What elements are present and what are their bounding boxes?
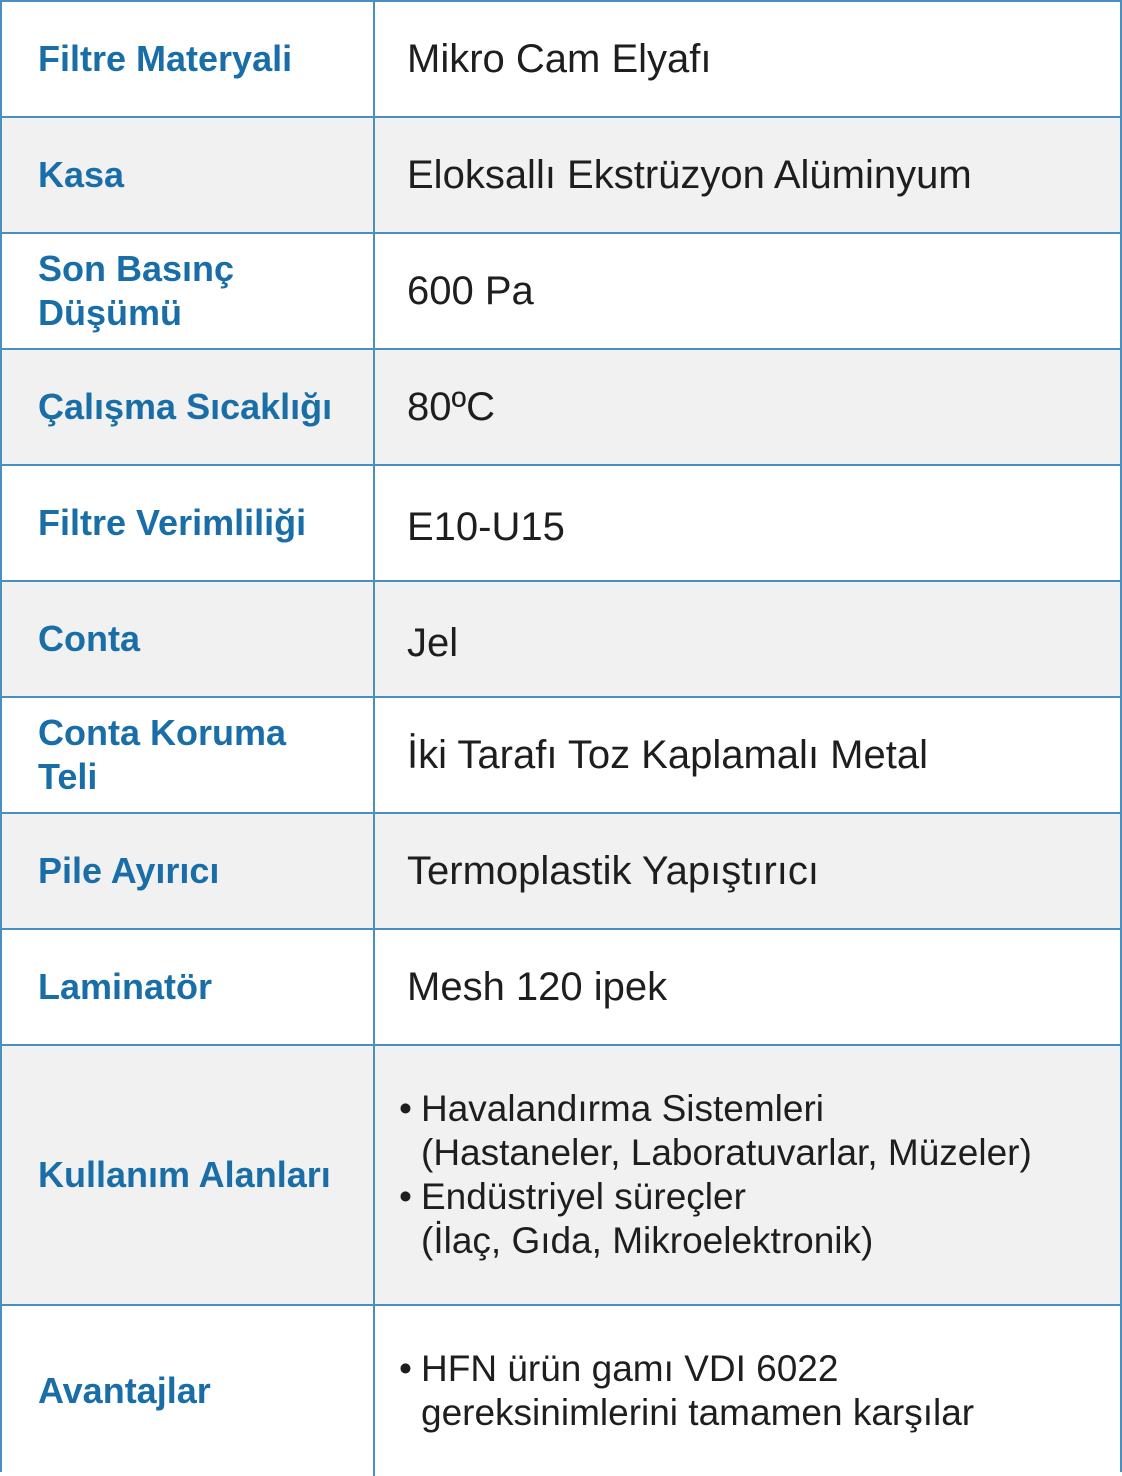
spec-row-gasket [2,580,1120,696]
spec-value: Jel [407,621,459,665]
spec-label: Çalışma Sıcaklığı [2,350,375,464]
spec-label: Pile Ayırıcı [2,814,375,928]
spec-row-final-pressure-drop [2,232,1120,348]
bullet-icon: • [399,1088,412,1129]
spec-value: Mesh 120 ipek [407,965,668,1009]
spec-value: İki Tarafı Toz Kaplamalı Metal [407,733,928,777]
list-item [399,1087,1032,1175]
usage-list [399,1087,1032,1263]
list-item [399,1175,1032,1263]
spec-label: Kasa [2,118,375,232]
bullet-icon: • [399,1176,412,1217]
list-item-title: HFN ürün gamı VDI 6022 [421,1348,839,1389]
spec-row-usage-areas [2,1044,1120,1304]
spec-label: Conta Koruma Teli [2,698,375,812]
spec-value: Mikro Cam Elyafı [407,37,712,81]
list-item-title: Endüstriyel süreçler [421,1176,746,1217]
list-item-title: Havalandırma Sistemleri [421,1088,825,1129]
spec-label: Avantajlar [2,1306,375,1476]
list-item-detail: (İlaç, Gıda, Mikroelektronik) [421,1220,874,1261]
bullet-icon: • [399,1348,412,1389]
spec-value [375,1046,1120,1304]
spec-label: Conta [2,582,375,696]
spec-label: Filtre Materyali [2,2,375,116]
list-item [399,1347,974,1435]
spec-value: Termoplastik Yapıştırıcı [407,849,819,893]
spec-label: Laminatör [2,930,375,1044]
spec-value [375,1306,1120,1476]
spec-row-filter-efficiency [2,464,1120,580]
advantages-list [399,1347,975,1435]
spec-row-advantages [2,1304,1120,1476]
spec-value: 80ºC [407,385,495,429]
spec-value: Eloksallı Ekstrüzyon Alüminyum [407,153,972,197]
spec-label: Son Basınç Düşümü [2,234,375,348]
list-item-detail: (Hastaneler, Laboratuvarlar, Müzeler) [421,1132,1032,1173]
spec-label: Filtre Verimliliği [2,466,375,580]
list-item-detail: gereksinimlerini tamamen karşılar [421,1392,975,1433]
spec-row-filter-material [2,0,1120,116]
spec-row-frame [2,116,1120,232]
spec-value: E10-U15 [407,505,565,549]
spec-row-operating-temperature [2,348,1120,464]
spec-label: Kullanım Alanları [2,1046,375,1304]
spec-row-gasket-guard [2,696,1120,812]
spec-value: 600 Pa [407,269,534,313]
spec-row-pleat-separator [2,812,1120,928]
spec-row-laminator [2,928,1120,1044]
